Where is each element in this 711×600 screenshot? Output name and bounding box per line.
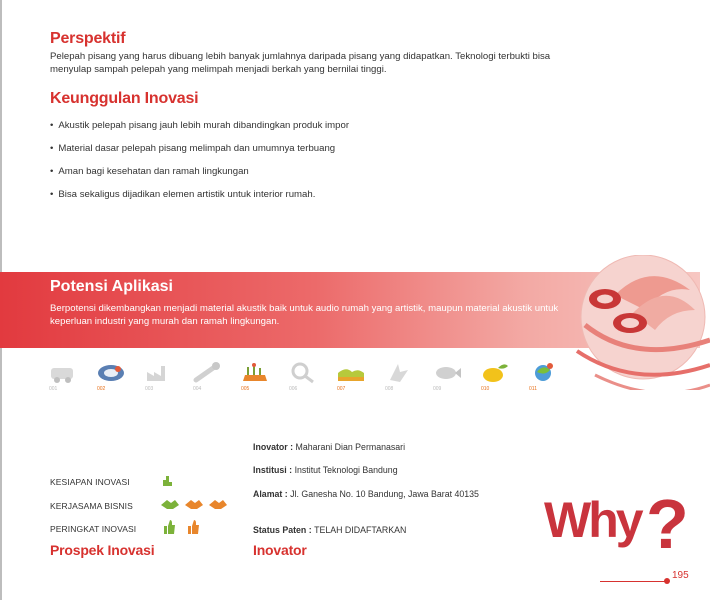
keunggulan-item: • Material dasar pelepah pisang melimpah dan umumnya terbuang (50, 139, 349, 162)
handshake-icon (184, 497, 204, 511)
energy-icon (384, 360, 414, 384)
sector-number: 010 (481, 386, 490, 392)
factory-icon (144, 360, 174, 384)
landscape-icon (336, 360, 366, 384)
sector-item (144, 360, 174, 398)
perspektif-text: Pelepah pisang yang harus dibuang lebih banyak jumlahnya daripada pisang yang didapatkan. Teknologi terbukti bisa menyulap sampah pelepah yang melimpah menjadi berkah yang bernilai tinggi. (50, 51, 551, 75)
why-word: Why (544, 492, 641, 548)
page-number: 195 (672, 570, 689, 581)
alamat-value: Jl. Ganesha No. 10 Bandung, Jawa Barat 40135 (290, 489, 479, 499)
electronics-icon (96, 360, 126, 384)
sector-item (384, 360, 414, 398)
sector-number: 001 (49, 386, 58, 392)
alamat-label: Alamat (253, 489, 283, 499)
kesiapan-label: KESIAPAN INOVASI (50, 477, 130, 487)
keunggulan-item: • Aman bagi kesehatan dan ramah lingkungan (50, 162, 349, 185)
why-logo (544, 485, 689, 563)
sector-item (288, 360, 318, 398)
sector-item (480, 360, 510, 398)
institusi-label: Institusi (253, 465, 287, 475)
banana-illustration (575, 255, 710, 390)
prospek-heading: Prospek Inovasi (50, 542, 155, 558)
sector-number: 011 (529, 386, 537, 392)
keunggulan-heading: Keunggulan Inovasi (50, 90, 199, 107)
food-icon (480, 360, 510, 384)
status-row: Status Paten : TELAH DIDAFTARKAN (253, 525, 407, 535)
sector-number: 008 (385, 386, 394, 392)
potensi-text: Berpotensi dikembangkan menjadi material akustik baik untuk audio rumah yang artistik, maupun material akustik untuk keperluan industri yang murah dan ramah lingkungan. (50, 303, 559, 327)
institusi-row: Institusi : Institut Teknologi Bandung (253, 465, 398, 475)
status-label: Status Paten (253, 525, 307, 535)
inovator-heading: Inovator (253, 542, 307, 558)
alamat-row: Alamat : Jl. Ganesha No. 10 Bandung, Jawa Barat 40135 (253, 489, 479, 499)
keunggulan-item: • Bisa sekaligus dijadikan elemen artistik untuk interior rumah. (50, 185, 349, 208)
sector-item (240, 360, 270, 398)
inovator-row: Inovator : Maharani Dian Permanasari (253, 442, 406, 452)
fish-icon (432, 360, 462, 384)
agriculture-icon (240, 360, 270, 384)
why-question-mark: ? (646, 485, 689, 563)
sector-item (432, 360, 462, 398)
thumbs-up-icon (186, 519, 200, 535)
inovator-value: Maharani Dian Permanasari (295, 442, 406, 452)
status-value: TELAH DIDAFTARKAN (314, 525, 407, 535)
institusi-value: Institut Teknologi Bandung (294, 465, 398, 475)
sector-number: 006 (289, 386, 298, 392)
handshake-icon (208, 497, 228, 511)
sector-number: 007 (337, 386, 346, 392)
page-number-rule (600, 581, 666, 582)
keunggulan-list (50, 116, 349, 208)
sector-item (528, 360, 558, 398)
vehicle-icon (48, 360, 78, 384)
keunggulan-item: • Akustik pelepah pisang jauh lebih murah dibandingkan produk impor (50, 116, 349, 139)
kerjasama-label: KERJASAMA BISNIS (50, 501, 133, 511)
medical-icon (192, 360, 222, 384)
handshake-icon (160, 497, 180, 511)
environment-icon (528, 360, 558, 384)
magnifier-icon (288, 360, 318, 384)
sector-number: 002 (97, 386, 106, 392)
peringkat-label: PERINGKAT INOVASI (50, 524, 137, 534)
sector-number: 003 (145, 386, 154, 392)
sector-number: 009 (433, 386, 442, 392)
perspektif-heading: Perspektif (50, 30, 126, 47)
potensi-heading: Potensi Aplikasi (50, 278, 173, 295)
sector-number: 005 (241, 386, 250, 392)
sector-item (192, 360, 222, 398)
inovator-label: Inovator (253, 442, 288, 452)
sector-item (96, 360, 126, 398)
sector-item (336, 360, 366, 398)
sector-number: 004 (193, 386, 202, 392)
sector-item (48, 360, 78, 398)
sector-icon-strip (48, 360, 568, 400)
page-number-dot (664, 578, 670, 584)
readiness-hand-icon (160, 474, 174, 488)
thumbs-up-icon (162, 519, 176, 535)
